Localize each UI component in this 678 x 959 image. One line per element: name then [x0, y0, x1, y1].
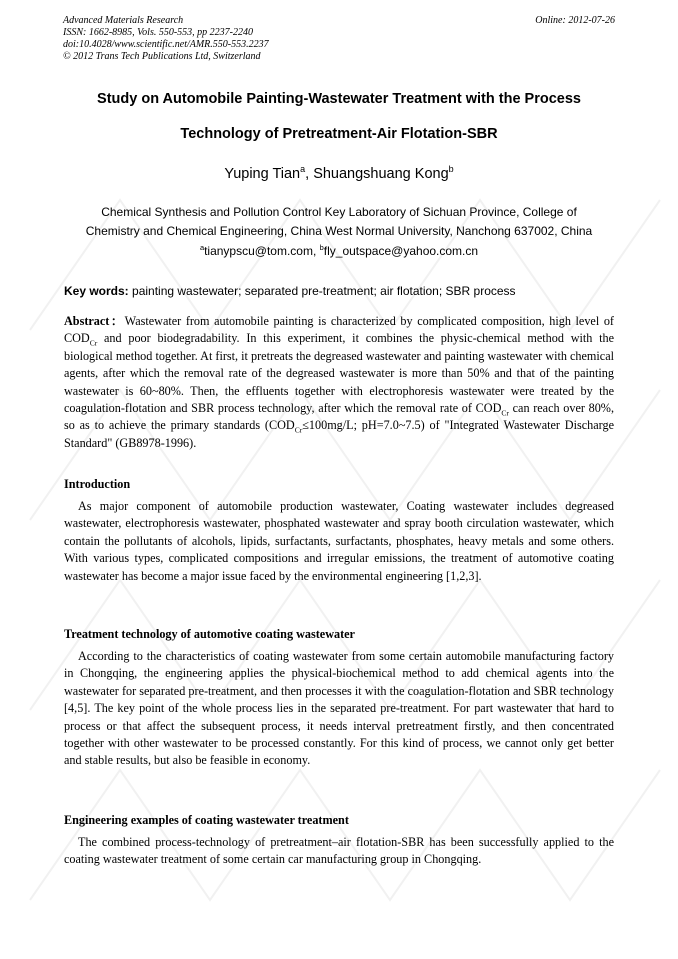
section-heading-introduction: Introduction: [64, 477, 131, 491]
abstract-text: Wastewater from automobile painting is characterized by complicated composition, high level of COD: [64, 314, 614, 346]
author-list: [40, 166, 638, 182]
subscript: Cr: [501, 408, 509, 418]
abstract-text: can reach over 80%, so as to achieve the primary standards (COD: [64, 401, 615, 433]
author-emails: [40, 244, 638, 258]
author-name: Yuping Tian: [224, 166, 301, 182]
section-heading-engineering-examples: Engineering examples of coating wastewater treatment: [64, 813, 349, 827]
email-mark: a: [199, 243, 205, 252]
abstract-text: and poor biodegradability. In this experiment, it combines the physic-chemical method with the biological method together. At first, it pretreats the degreased wastewater and painting wastewater with chemical agents, after which the removal rate of the degreased wastewater is more than 50% and that of the painting wastewater is 60~80%. Then, the effluents together with electrophoresis wastewater were treated by the coagulation-flotation and SBR process technology, after which the removal rate of COD: [64, 331, 614, 416]
author-affiliation-mark: b: [448, 164, 454, 175]
doi-line: doi:10.4028/www.scientific.net/AMR.550-553.2237: [63, 39, 269, 50]
email-link[interactable]: fly_outspace@yahoo.com.cn: [323, 244, 479, 258]
issn-line: ISSN: 1662-8985, Vols. 550-553, pp 2237-2240: [63, 27, 253, 38]
treatment-technology-paragraph: According to the characteristics of coating wastewater from some certain automobile manufacturing factory in Chongqing, the engineering applies the physical-biochemical method to add chemical agents into the wastewater for separated pre-treatment, and then processes it with the coagulation-flotation and SBR technology [4,5]. The key point of the whole process lies in the separated pre-treatment. For part wastewater that hard to process or that affect the subsequent process, it needs interval pretreatment firstly, and then concentrated together with other wastewater to be processed constantly. For this kind of process, we cannot only get better and stable results, but also be feasible in economy.: [64, 649, 614, 768]
email-link[interactable]: tianypscu@tom.com: [204, 244, 313, 258]
author-affiliation-mark: a: [300, 164, 306, 175]
email-mark: b: [319, 243, 324, 252]
subscript: Cr: [294, 425, 303, 435]
paper-title-line-1: Study on Automobile Painting-Wastewater Treatment with the Process: [97, 91, 581, 107]
affiliation: [40, 203, 638, 241]
abstract-label: Abstract：: [64, 314, 125, 328]
introduction-paragraph: As major component of automobile production wastewater, Coating wastewater includes degreased wastewater, electrophoresis wastewater, phosphated wastewater and spray booth circulation wastewater, which contain the pollutants of alcohols, lipids, surfactants, surfactants, phosphates, heavy metals and some others. With various types, complicated compositions and irregular emissions, the treatment of automotive coating wastewater has become a major issue faced by the environmental engineering [1,2,3].: [64, 499, 614, 583]
affiliation-line: Chemistry and Chemical Engineering, China West Normal University, Nanchong 637002, China: [85, 224, 593, 238]
journal-header: [63, 15, 269, 63]
affiliation-line: Chemical Synthesis and Pollution Control Key Laboratory of Sichuan Province, College of: [101, 205, 577, 219]
section-heading-treatment-technology: Treatment technology of automotive coating wastewater: [64, 627, 355, 641]
author-name: Shuangshuang Kong: [313, 166, 449, 182]
abstract: [64, 313, 614, 452]
subscript: Cr: [89, 338, 98, 348]
abstract-text: ≤100mg/L; pH=7.0~7.5) of "Integrated Wastewater Discharge Standard" (GB8978-1996).: [64, 418, 614, 450]
online-date: Online: 2012-07-26: [535, 15, 615, 26]
engineering-examples-paragraph: The combined process-technology of pretreatment–air flotation-SBR has been successfully applied to the coating wastewater treatment of some certain car manufacturing group in Chongqing.: [64, 835, 614, 867]
paper-title-line-2: Technology of Pretreatment-Air Flotation-SBR: [180, 126, 498, 142]
journal-name: Advanced Materials Research: [63, 15, 184, 26]
keywords: [64, 284, 616, 298]
author-separator: ,: [305, 166, 314, 182]
keywords-text: painting wastewater; separated pre-treatment; air flotation; SBR process: [128, 284, 516, 298]
copyright-line: © 2012 Trans Tech Publications Ltd, Switzerland: [63, 51, 261, 62]
email-separator: ,: [312, 244, 320, 258]
keywords-label: Key words:: [64, 284, 129, 298]
